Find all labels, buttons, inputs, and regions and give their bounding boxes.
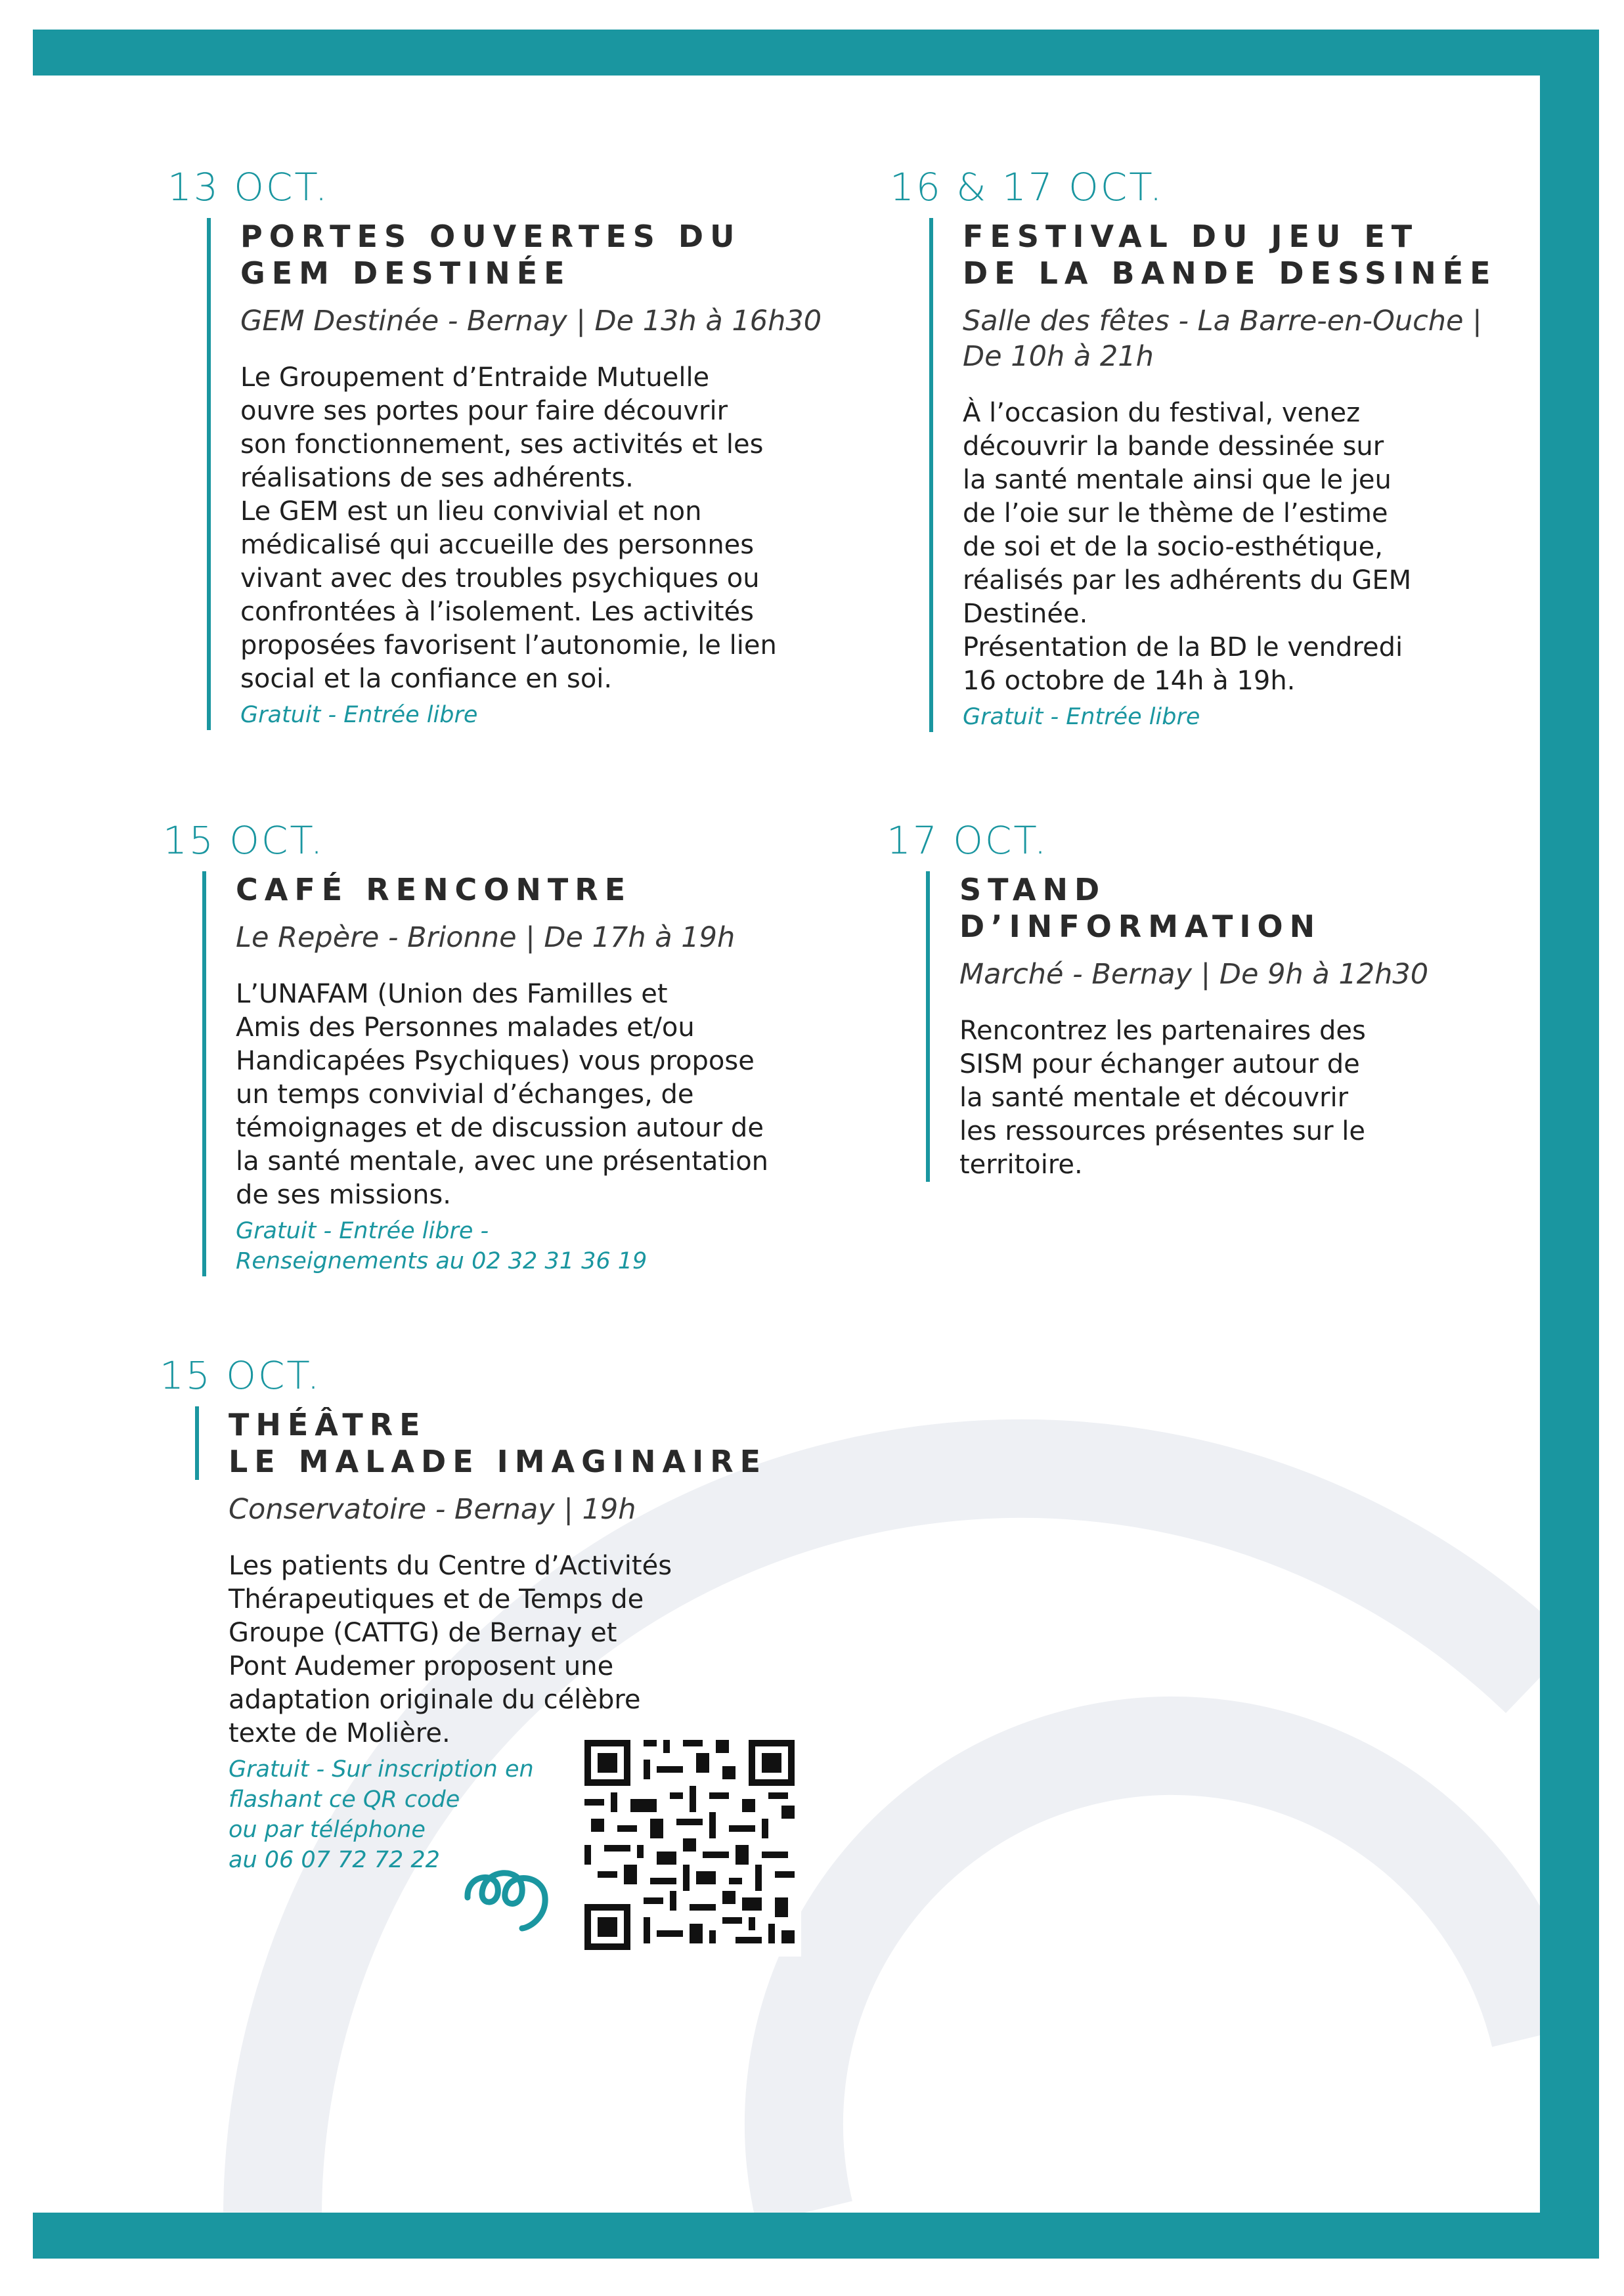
description-line: À l’occasion du festival, venez [963,398,1361,428]
event-body [926,871,1530,1182]
description-line: Amis des Personnes malades et/ou [236,1012,695,1043]
note-line: Gratuit - Sur inscription en [229,1756,534,1783]
description-line: les ressources présentes sur le [959,1116,1365,1146]
place-line: Salle des fêtes - La Barre-en-Ouche | [963,305,1482,337]
event-title [963,218,1533,292]
description-line: de ses missions. [236,1180,451,1210]
description-line: proposées favorisent l’autonomie, le lien [240,630,777,661]
event-date: 16 & 17 OCT. [890,165,1164,209]
description-line: réalisés par les adhérents du GEM [963,565,1412,596]
event-title-line: D’INFORMATION [959,909,1322,944]
event-description [236,978,859,1212]
event-body [929,218,1533,732]
squiggle-icon [460,1835,571,1934]
note-line: ou par téléphone [229,1817,426,1843]
description-line: Rencontrez les partenaires des [959,1016,1366,1046]
note-line: flashant ce QR code [229,1787,460,1813]
description-line: son fonctionnement, ses activités et les [240,429,764,460]
frame-top-band [33,30,1599,76]
event-body [202,871,859,1276]
event-description [963,397,1533,698]
description-line: Le GEM est un lieu convivial et non [240,496,702,527]
note-line: Gratuit - Entrée libre [240,702,478,728]
event-title-line: STAND [959,872,1107,907]
event-date: 17 OCT. [887,818,1049,863]
note-line: Gratuit - Entrée libre [963,704,1200,730]
description-line: Les patients du Centre d’Activités [229,1551,672,1581]
event-place [963,303,1533,374]
event-description [229,1549,882,1750]
description-line: texte de Molière. [229,1718,450,1748]
event-note [236,1216,859,1276]
note-line: Gratuit - Entrée libre - [236,1218,489,1244]
description-line: L’UNAFAM (Union des Familles et [236,979,668,1009]
event-title [240,218,864,292]
description-line: réalisations de ses adhérents. [240,463,634,493]
event-title-line: THÉÂTRE [229,1407,427,1442]
description-line: confrontées à l’isolement. Les activités [240,597,754,627]
place-line: De 10h à 21h [963,340,1154,373]
event-note [240,700,864,730]
description-line: ouvre ses portes pour faire découvrir [240,396,728,426]
event-description [240,361,864,696]
description-line: 16 octobre de 14h à 19h. [963,666,1296,696]
description-line: de l’oie sur le thème de l’estime [963,498,1388,529]
description-line: un temps convivial d’échanges, de [236,1079,694,1110]
event-title-line: FESTIVAL DU JEU ET [963,219,1419,254]
description-line: de soi et de la socio-esthétique, [963,532,1383,562]
event-title-line: LE MALADE IMAGINAIRE [229,1444,768,1479]
description-line: Le Groupement d’Entraide Mutuelle [240,362,710,393]
event-place: Le Repère - Brionne | De 17h à 19h [236,921,735,954]
description-line: vivant avec des troubles psychiques ou [240,563,760,594]
description-line: témoignages et de discussion autour de [236,1113,764,1143]
description-line: Groupe (CATTG) de Bernay et [229,1618,617,1648]
description-line: social et la confiance en soi. [240,664,613,694]
event-title-line: PORTES OUVERTES DU [240,219,741,254]
event-title-line: CAFÉ RENCONTRE [236,872,632,907]
event-place: GEM Destinée - Bernay | De 13h à 16h30 [240,305,822,337]
description-line: Thérapeutiques et de Temps de [229,1584,644,1614]
event-date: 15 OCT. [163,818,325,863]
description-line: médicalisé qui accueille des personnes [240,530,755,560]
event-title [236,871,859,908]
event-place: Marché - Bernay | De 9h à 12h30 [959,958,1429,991]
description-line: SISM pour échanger autour de [959,1049,1360,1079]
description-line: adaptation originale du célèbre [229,1685,641,1715]
event-title [959,871,1530,945]
note-line: Renseignements au 02 32 31 36 19 [236,1248,647,1274]
description-line: territoire. [959,1150,1083,1180]
description-line: la santé mentale et découvrir [959,1083,1349,1113]
event-cafe-rencontre [163,817,859,1276]
note-line: au 06 07 72 72 22 [229,1847,440,1873]
event-date: 15 OCT. [160,1353,322,1398]
event-date: 13 OCT. [167,165,330,209]
frame-bottom-band [33,2213,1599,2259]
event-portes-ouvertes [167,164,864,730]
event-title-line: GEM DESTINÉE [240,255,571,291]
description-line: découvrir la bande dessinée sur [963,431,1384,462]
qr-code-icon[interactable] [578,1733,801,1957]
event-festival-jeu-bd [890,164,1533,732]
event-title-line: DE LA BANDE DESSINÉE [963,255,1497,291]
description-line: Handicapées Psychiques) vous propose [236,1046,755,1076]
event-stand-information [887,817,1530,1182]
description-line: Présentation de la BD le vendredi [963,632,1403,662]
description-line: la santé mentale, avec une présentation [236,1146,769,1177]
description-line: Pont Audemer proposent une [229,1651,614,1681]
event-description [959,1014,1530,1182]
event-note [963,702,1533,732]
event-place: Conservatoire - Bernay | 19h [229,1493,636,1526]
description-line: la santé mentale ainsi que le jeu [963,465,1392,495]
description-line: Destinée. [963,599,1088,629]
frame-right-band [1540,30,1599,2259]
event-title [195,1406,882,1480]
event-body [207,218,864,730]
